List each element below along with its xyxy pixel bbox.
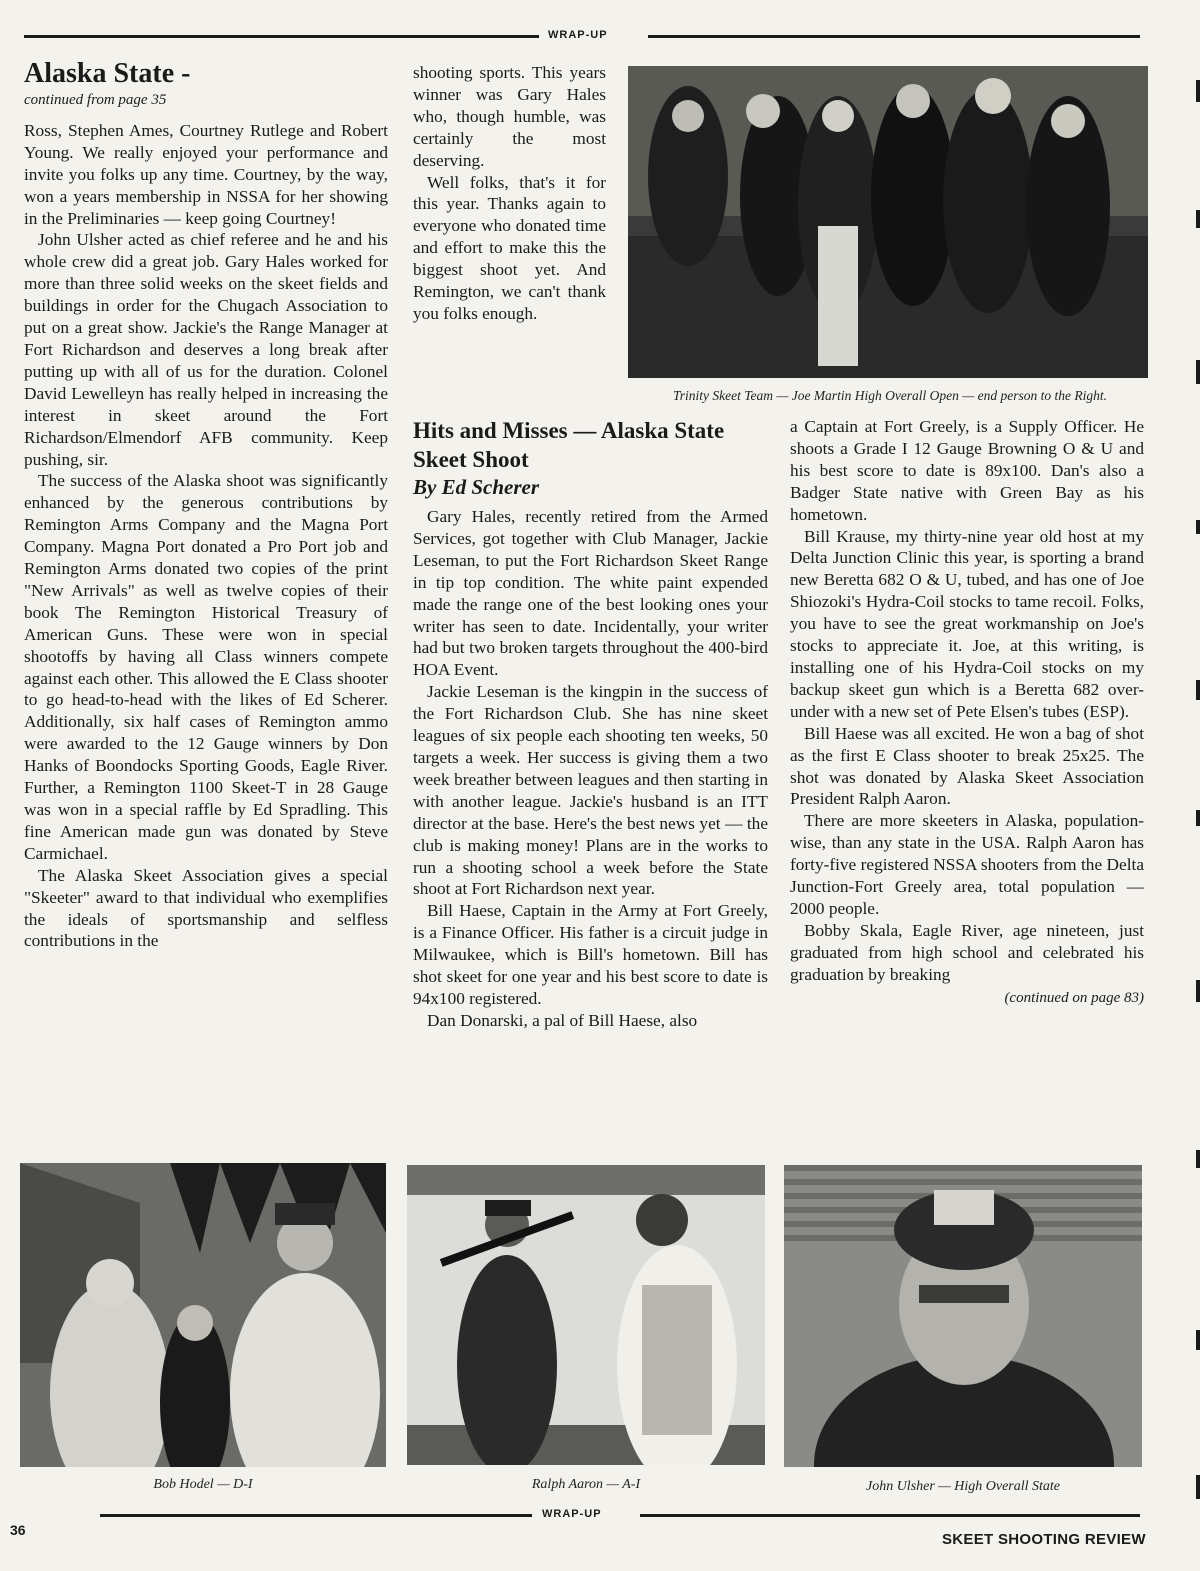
column-1	[24, 58, 388, 952]
col2-paragraph: Well folks, that's it for this year. Thanks again to everyone who donated time and effort to make this the biggest shoot yet. And Remington, we can't thank you folks enough.	[413, 172, 606, 323]
header-rule-right	[648, 35, 1140, 38]
article2-paragraph: Bill Krause, my thirty-nine year old host at my Delta Junction Clinic this year, is sporting a brand new Beretta 682 O & U, tubed, and has one of Joe Shiozoki's Hydra-Coil stocks to tame recoil. Folks, you have to see the great workmanship on Joe's stocks to appreciate it. Joe, at this writing, is installing one of his Hydra-Coil stocks on my backup skeet gun which is a Beretta 682 over-under with a new set of Pete Elsen's tubes (ESP).	[790, 526, 1144, 721]
col1-paragraph: The success of the Alaska shoot was significantly enhanced by the generous contributions by Remington Arms Company and the Magna Port Company. Magna Port donated a Pro Port job and Remington Arms donated two copies of the print "New Arrivals" as well as twelve copies of their book The Remington Historical Treasury of American Guns. These were won in special shootoffs by having all Class winners compete against each other. This allowed the E Class shooter to go head-to-head with the likes of Ed Scherer. Additionally, six half cases of Remington ammo were awarded to the 12 Gauge winners by Don Hanks of Boondocks Sporting Goods, Eagle River. Further, a Remington 1100 Skeet-T in 28 Gauge was won in a special raffle by Ed Spradling. This fine American made gun was donated by Steve Carmichael.	[24, 471, 388, 863]
article2-paragraph: Bobby Skala, Eagle River, age nineteen, just graduated from high school and celebrated his graduation by breaking	[790, 920, 1144, 984]
top-photo-caption: Trinity Skeet Team — Joe Martin High Overall Open — end person to the Right.	[672, 388, 1108, 403]
col1-paragraph: The Alaska Skeet Association gives a special "Skeeter" award to that individual who exemplifies the ideals of sportsmanship and selfless contributions in the	[24, 865, 388, 951]
ralph-aaron-photo-image	[407, 1165, 765, 1465]
continued-from-note: continued from page 35	[24, 92, 167, 108]
publication-name: SKEET SHOOTING REVIEW	[942, 1531, 1146, 1548]
header-section-tag: WRAP-UP	[548, 29, 608, 41]
footer-rule-right	[640, 1514, 1140, 1517]
article2-paragraph: There are more skeeters in Alaska, population-wise, than any state in the USA. Ralph Aaron has forty-five registered NSSA shooters from the Delta Junction-Fort Greely area, total population — 2000 people.	[790, 811, 1144, 918]
scan-edge-marks	[1194, 80, 1200, 1500]
caption-john-ulsher: John Ulsher — High Overall State	[865, 1479, 1061, 1494]
col1-paragraph: Ross, Stephen Ames, Courtney Rutlege and Robert Young. We really enjoyed your performance and invite you folks up any time. Courtney, by the way, won a years membership in NSSA for her showing in the Preliminaries — keep going Courtney!	[24, 120, 388, 228]
footer-rule-left	[100, 1514, 532, 1517]
photo-ralph-aaron	[407, 1165, 765, 1465]
photo-bob-hodel	[20, 1163, 386, 1467]
article-title-hits-and-misses: Hits and Misses — Alaska State Skeet Shoot	[413, 418, 725, 472]
article2-paragraph: Jackie Leseman is the kingpin in the success of the Fort Richardson Club. She has nine skeet leagues of six people each shooting ten weeks, 50 targets a week. Her success is giving them a two week breather between leagues and then starting in with another league. Jackie's husband is an ITT director at the base. Here's the best news yet — the club is making money! Plans are in the works to run a shooting school a week before the State shoot at Fort Richardson next year.	[413, 682, 768, 899]
article2-paragraph: Bill Haese, Captain in the Army at Fort Greely, is a Finance Officer. His father is a circuit judge in Milwaukee, which is Bill's hometown. Bill has shot skeet for one year and his best score to date is 94x100 registered.	[413, 901, 768, 1008]
bob-hodel-photo-image	[20, 1163, 386, 1467]
photo-john-ulsher	[784, 1165, 1142, 1467]
column-2-top	[413, 62, 606, 325]
article2-paragraph: Gary Hales, recently retired from the Armed Services, got together with Club Manager, Jackie Leseman, to put the Fort Richardson Skeet Range in tip top condition. The white paint expended made the range one of the best looking ones your writer has seen to date. Incidentally, your writer had but two broken targets throughout the 400-bird HOA Event.	[413, 507, 768, 680]
article-title-alaska-state: Alaska State -	[24, 58, 191, 89]
col1-paragraph: John Ulsher acted as chief referee and he and his whole crew did a great job. Gary Hales worked for more than three solid weeks on the skeet fields and buildings in order for the Chugach Association to put on a great show. Jackie's the Range Manager at Fort Richardson and deserves a long break after putting up with all of us for the duration. Colonel David Lewelleyn has really helped in increasing the interest in skeet around the Fort Richardson/Elmendorf AFB community. Keep pushing, sir.	[24, 230, 388, 469]
article-byline: By Ed Scherer	[413, 475, 539, 499]
continued-on-note: (continued on page 83)	[1004, 989, 1144, 1006]
page-number: 36	[10, 1522, 26, 1538]
column-2-article2	[413, 416, 768, 1032]
article2-paragraph: a Captain at Fort Greely, is a Supply Officer. He shoots a Grade I 12 Gauge Browning O & U and his best score to date is 89x100. Dan's also a Badger State native with Green Bay as his hometown.	[790, 417, 1144, 524]
scan-edge-marks-image	[1194, 80, 1200, 1500]
john-ulsher-photo-image	[784, 1165, 1142, 1467]
photo-trinity-skeet-team	[628, 66, 1148, 378]
caption-bob-hodel: Bob Hodel — D-I	[153, 1477, 253, 1492]
article2-paragraph: Bill Haese was all excited. He won a bag of shot as the first E Class shooter to break 25x25. The shot was donated by Alaska Skeet Association President Ralph Aaron.	[790, 723, 1144, 809]
article2-paragraph: Dan Donarski, a pal of Bill Haese, also	[427, 1010, 698, 1030]
team-photo-image	[628, 66, 1148, 378]
caption-ralph-aaron: Ralph Aaron — A-I	[531, 1477, 641, 1492]
column-3-article2	[790, 416, 1144, 1009]
header-rule-left	[24, 35, 539, 38]
footer-section-tag: WRAP-UP	[542, 1508, 602, 1520]
col2-paragraph: shooting sports. This years winner was Gary Hales who, though humble, was certainly the most deserving.	[413, 63, 606, 170]
